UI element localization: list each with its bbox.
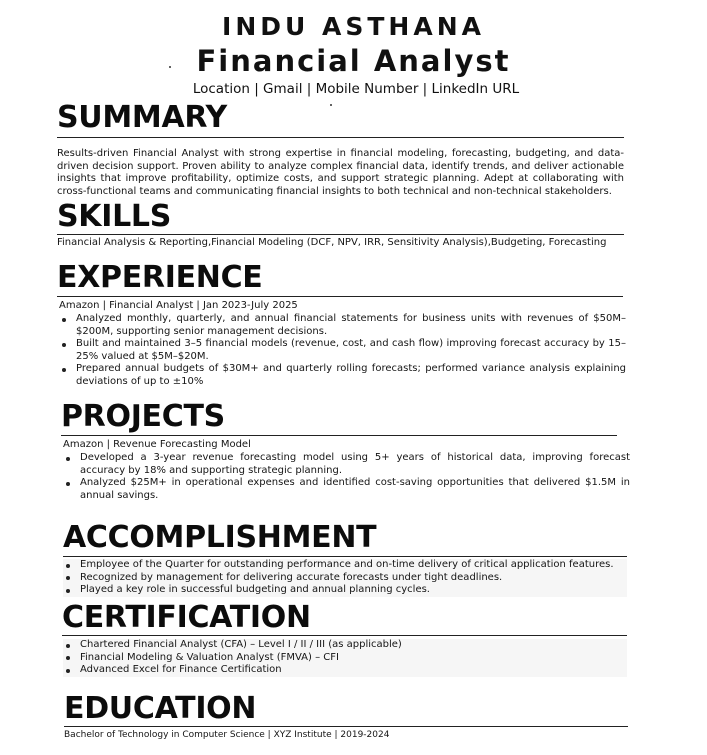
bullet-icon [66,564,70,568]
projects-rule [61,435,617,436]
list-item: Played a key role in successful budgeting and annual planning cycles. [63,584,627,597]
projects-section [61,401,621,433]
bullet-icon [66,656,70,660]
skills-heading: SKILLS [57,199,172,234]
bullet-icon [62,368,66,372]
bullet-icon [66,576,70,580]
accomplishment-section [63,522,628,554]
bullet-icon [66,589,70,593]
job-title: Financial Analyst [196,44,511,78]
bullet-icon [62,318,66,322]
list-item: Built and maintained 3–5 financial models (revenue, cost, and cash flow) improving forecast accuracy by 15–25% valued at $5M–$20M. [59,338,626,363]
experience-rule [57,296,623,297]
list-item: Analyzed $25M+ in operational expenses and identified cost-saving opportunities that delivered $1.5M in annual savings. [63,477,630,502]
summary-section [57,102,624,134]
list-item: Recognized by management for delivering accurate forecasts under tight deadlines. [63,572,627,585]
summary-heading: SUMMARY [57,100,227,135]
skills-text: Financial Analysis & Reporting,Financial Modeling (DCF, NPV, IRR, Sensitivity Analysis),Budgeting, Forecasting [57,237,607,248]
certification-bullets [63,639,627,677]
candidate-name: INDU ASTHANA [222,12,485,41]
projects-heading: PROJECTS [61,399,225,434]
education-rule [64,726,628,727]
list-item: Prepared annual budgets of $30M+ and quarterly rolling forecasts; performed variance analysis explaining deviations of up to ±10% [59,363,626,388]
contact-line: Location | Gmail | Mobile Number | LinkedIn URL [192,81,520,97]
accomplishment-rule [63,556,627,557]
skills-rule [57,234,624,235]
certification-section [62,602,627,634]
bullet-icon [66,644,70,648]
accomplishment-bullets [63,559,627,597]
list-item: Employee of the Quarter for outstanding performance and on-time delivery of critical application features. [63,559,627,572]
bullet-icon [62,343,66,347]
summary-rule [57,137,624,138]
bullet-icon [66,482,70,486]
certification-heading: CERTIFICATION [62,600,311,635]
experience-role-line: Amazon | Financial Analyst | Jan 2023-July 2025 [59,300,298,311]
education-heading: EDUCATION [64,691,257,726]
list-item: Chartered Financial Analyst (CFA) – Level I / II / III (as applicable) [63,639,627,652]
project-bullets [63,452,630,502]
list-item: Advanced Excel for Finance Certification [63,664,627,677]
experience-section [57,262,627,294]
accomplishment-heading: ACCOMPLISHMENT [63,520,377,555]
certification-rule [62,635,627,636]
list-item: Analyzed monthly, quarterly, and annual financial statements for business units with revenues of $50M–$200M, supporting senior management decisions. [59,313,626,338]
bullet-icon [66,669,70,673]
list-item: Developed a 3-year revenue forecasting model using 5+ years of historical data, improving forecast accuracy by 18% and supporting strategic planning. [63,452,630,477]
experience-bullets [59,313,626,389]
summary-text: Results-driven Financial Analyst with strong expertise in financial modeling, forecasting, budgeting, and data-driven decision support. Proven ability to analyze complex financial data, identify trends, and deliver actionable insights that improve profitability, optimize costs, and support strategic planning. Adept at collaborating with cross-functional teams and communicating financial insights to both technical and non-technical stakeholders. [57,148,624,197]
project-line: Amazon | Revenue Forecasting Model [63,439,251,450]
education-text: Bachelor of Technology in Computer Science | XYZ Institute | 2019-2024 [64,730,390,740]
education-section [64,693,629,725]
experience-heading: EXPERIENCE [57,260,263,295]
list-item: Financial Modeling & Valuation Analyst (FMVA) – CFI [63,652,627,665]
skills-section [57,201,624,233]
bullet-icon [66,457,70,461]
